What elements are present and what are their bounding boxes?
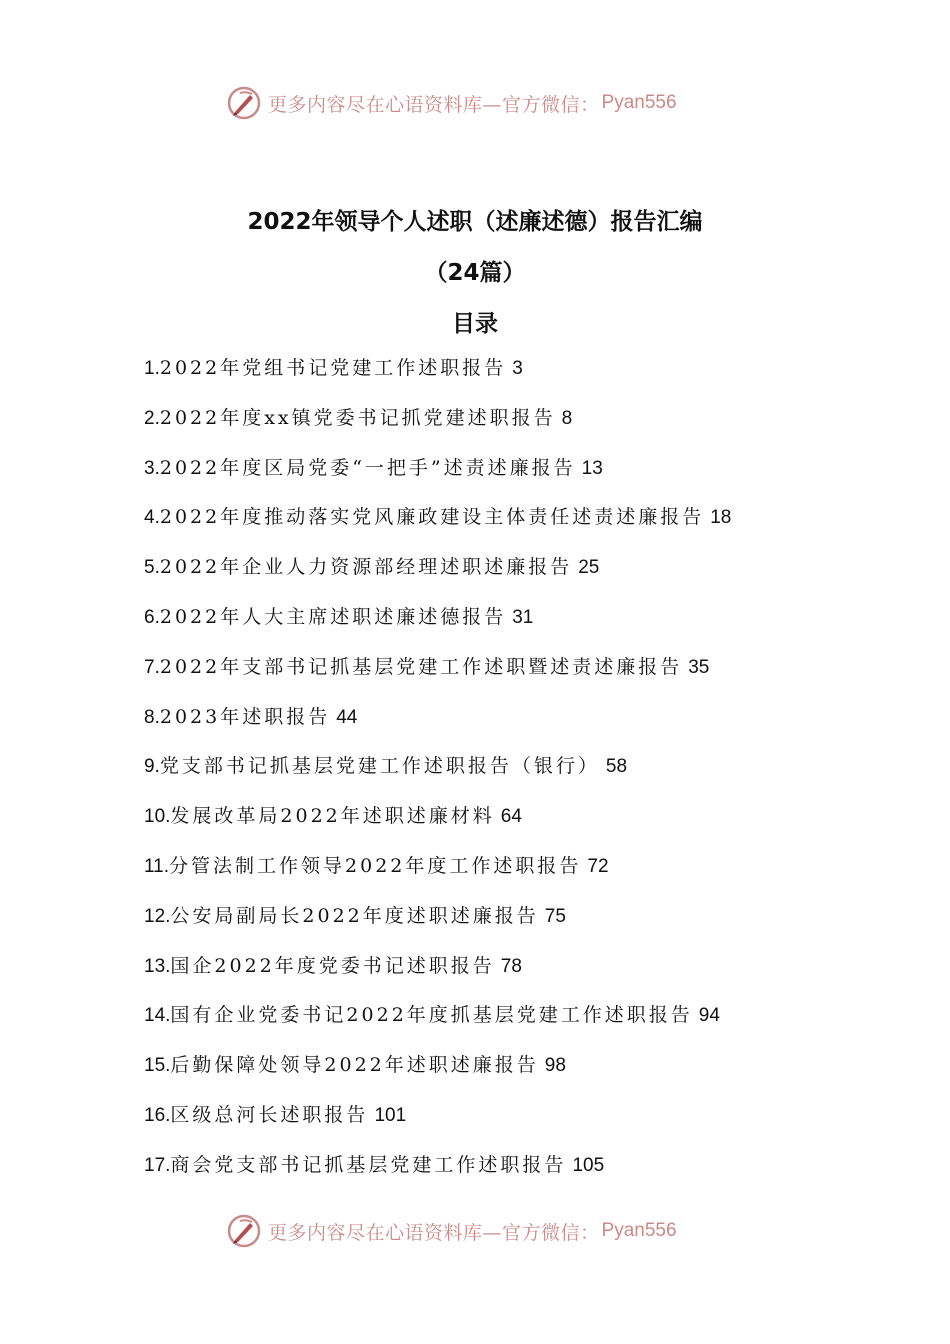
watermark-text: 更多内容尽在心语资料库—官方微信： xyxy=(268,93,600,116)
pen-logo-icon xyxy=(226,85,262,121)
toc-item[interactable] xyxy=(144,501,844,551)
toc-item[interactable] xyxy=(144,999,844,1049)
toc-heading: 目录 xyxy=(452,311,498,337)
toc-item[interactable] xyxy=(144,900,844,950)
toc-item[interactable] xyxy=(144,701,844,751)
toc-item-number: 6. xyxy=(144,606,160,628)
toc-item-title: 发展改革局2022年述职述廉材料 xyxy=(170,805,495,828)
toc-item-title: 2022年人大主席述职述廉述德报告 xyxy=(159,605,507,628)
toc-item-page: 18 xyxy=(710,507,732,529)
toc-item-page: 64 xyxy=(500,806,522,828)
toc-item[interactable] xyxy=(144,1149,844,1199)
toc-item-title: 公安局副局长2022年度述职述廉报告 xyxy=(170,904,539,927)
toc-item-number: 2. xyxy=(144,407,160,429)
toc-item-page: 13 xyxy=(581,457,603,479)
toc-item-page: 101 xyxy=(374,1104,407,1126)
toc-item[interactable] xyxy=(144,750,844,800)
toc-item[interactable] xyxy=(144,651,844,701)
watermark-wechat-id: Pyan556 xyxy=(601,92,677,113)
watermark-text: 更多内容尽在心语资料库—官方微信： xyxy=(268,1221,600,1244)
watermark-header xyxy=(226,83,746,123)
watermark-footer xyxy=(226,1211,746,1251)
toc-item-title: 商会党支部书记抓基层党建工作述职报告 xyxy=(170,1153,567,1176)
toc-item-title: 后勤保障处领导2022年述职述廉报告 xyxy=(170,1054,539,1077)
toc-item[interactable] xyxy=(144,601,844,651)
toc-item-number: 13. xyxy=(144,955,171,977)
toc-item-page: 35 xyxy=(688,656,710,678)
toc-item-title: 2022年度推动落实党风廉政建设主体责任述责述廉报告 xyxy=(159,506,705,529)
toc-item-number: 14. xyxy=(144,1005,171,1027)
toc-item-number: 9. xyxy=(144,756,160,778)
toc-item-page: 44 xyxy=(336,706,358,728)
toc-item-number: 4. xyxy=(144,507,160,529)
toc-item-title: 2022年度区局党委“一把手”述责述廉报告 xyxy=(159,456,576,479)
toc-item-page: 75 xyxy=(544,905,566,927)
document-subtitle: （24篇） xyxy=(424,260,526,286)
toc-item[interactable] xyxy=(144,850,844,900)
toc-item[interactable] xyxy=(144,800,844,850)
toc-item-title: 2022年党组书记党建工作述职报告 xyxy=(159,357,507,379)
toc-item-title: 党支部书记抓基层党建工作述职报告（银行） xyxy=(159,755,600,778)
toc-item-page: 94 xyxy=(698,1005,720,1027)
toc-item-title: 分管法制工作领导2022年度工作述职报告 xyxy=(169,854,582,877)
watermark-wechat-id: Pyan556 xyxy=(601,1220,677,1241)
toc-item-title: 2022年度xx镇党委书记抓党建述职报告 xyxy=(159,406,556,429)
toc-item[interactable] xyxy=(144,452,844,502)
toc-item-page: 78 xyxy=(500,955,522,977)
toc-item-page: 58 xyxy=(605,756,628,778)
toc-item-number: 3. xyxy=(144,457,160,479)
toc-item-number: 16. xyxy=(144,1104,171,1126)
toc-item-page: 25 xyxy=(578,557,600,579)
toc-item-title: 2023年述职报告 xyxy=(159,705,331,728)
toc-item-number: 8. xyxy=(144,706,160,728)
pen-logo-icon xyxy=(226,1213,262,1249)
toc-item-number: 17. xyxy=(144,1154,171,1176)
toc-item[interactable] xyxy=(144,950,844,1000)
toc-item-page: 98 xyxy=(544,1055,566,1077)
toc-item-title: 国有企业党委书记2022年度抓基层党建工作述职报告 xyxy=(170,1004,693,1027)
toc-item-page: 3 xyxy=(512,358,523,379)
toc-item-number: 7. xyxy=(144,656,160,678)
toc-item-number: 1. xyxy=(144,358,160,379)
toc-item[interactable] xyxy=(144,402,844,452)
toc-item-page: 72 xyxy=(587,855,609,877)
toc-item[interactable] xyxy=(144,352,844,402)
document-title: 2022年领导个人述职（述廉述德）报告汇编 xyxy=(247,209,703,235)
toc-item-number: 10. xyxy=(144,806,171,828)
toc-item-page: 8 xyxy=(561,407,573,429)
toc-item-title: 区级总河长述职报告 xyxy=(170,1103,369,1126)
toc-item-number: 15. xyxy=(144,1055,171,1077)
toc-item-page: 31 xyxy=(512,606,534,628)
toc-item[interactable] xyxy=(144,1099,844,1149)
toc-item-title: 2022年企业人力资源部经理述职述廉报告 xyxy=(159,556,573,579)
toc-item-number: 11. xyxy=(144,855,170,877)
toc-item-title: 国企2022年度党委书记述职报告 xyxy=(170,954,495,977)
toc-item-number: 12. xyxy=(144,905,171,927)
toc-item-page: 105 xyxy=(572,1154,605,1176)
toc-item[interactable] xyxy=(144,551,844,601)
table-of-contents xyxy=(144,352,844,1199)
toc-item-title: 2022年支部书记抓基层党建工作述职暨述责述廉报告 xyxy=(159,655,683,678)
toc-item-number: 5. xyxy=(144,557,160,579)
toc-item[interactable] xyxy=(144,1049,844,1099)
